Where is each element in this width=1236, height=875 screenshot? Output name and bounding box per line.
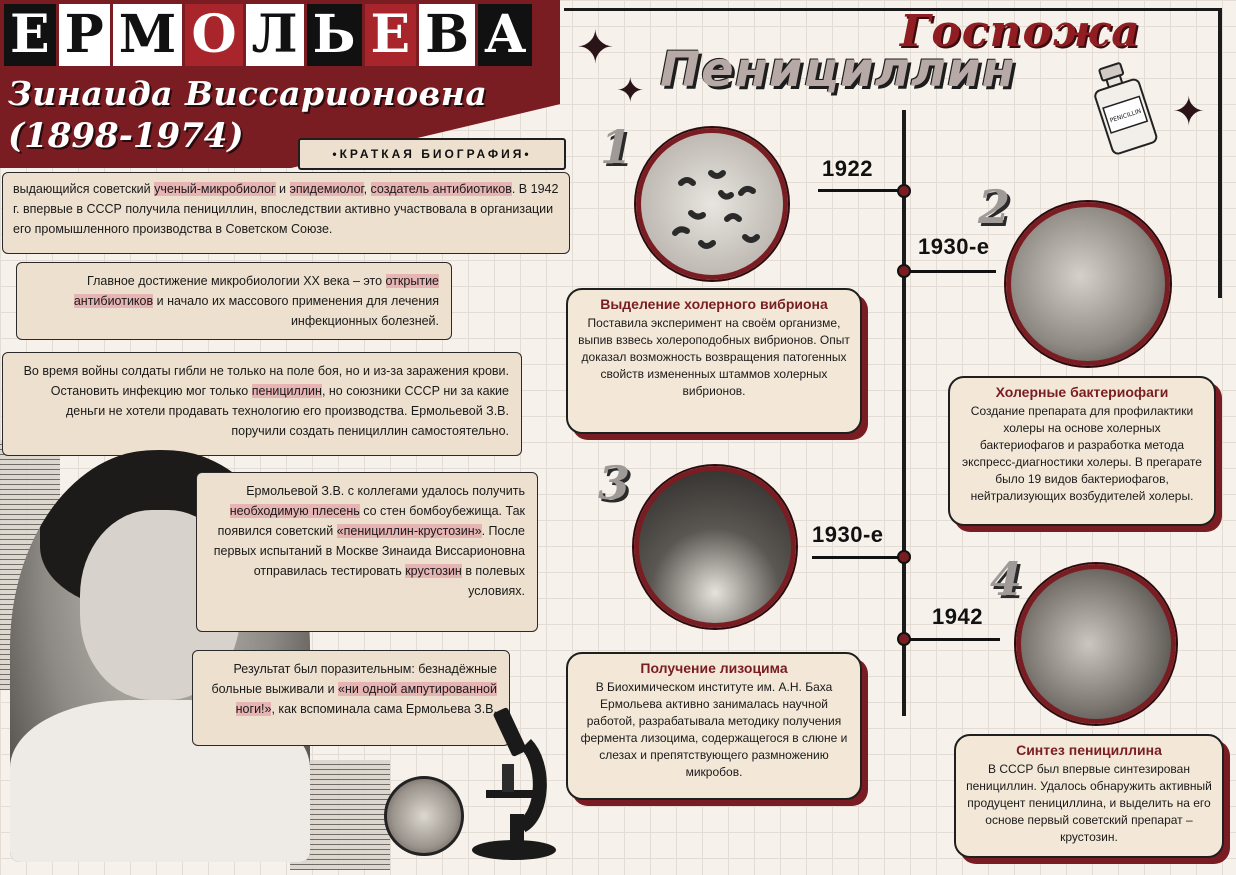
text-fragment: и начало их массового применения для лечения инфекционных болезней. (153, 294, 439, 328)
highlighted-text: эпидемиолог (289, 182, 364, 196)
subtitle-top: Госпожа (900, 6, 1141, 57)
timeline-bar (906, 638, 1000, 641)
text-fragment: выдающийся советский (13, 182, 155, 196)
timeline-card-text: Создание препарата для профилактики холеры на основе холерных бактериофагов и разработка метода экспресс-диагностики холеры. В прегарате было 19 видов бактериофагов, нейтрализующих возбудителей холеры. (962, 404, 1202, 504)
timeline-card (566, 652, 862, 800)
timeline-bar (812, 556, 902, 559)
timeline-year: 1930-е (918, 234, 990, 259)
text-fragment: со стен бомбоубежища. Так появился советский (217, 504, 525, 538)
timeline-number: 2 (978, 180, 1011, 234)
text-fragment: . В 1942 г. впервые в СССР получила пенициллин, впоследствии активно участвовала в организации его промышленного производства в Советском Союзе. (13, 182, 559, 236)
timeline-card-title: Синтез пенициллина (1016, 742, 1162, 758)
timeline-card (954, 734, 1224, 858)
petri-dish-photo (384, 776, 464, 856)
colleagues-photo (1016, 564, 1176, 724)
surname-letter: О (185, 4, 242, 66)
bio-label: •КРАТКАЯ БИОГРАФИЯ• (298, 138, 566, 170)
blackboard-photo (634, 466, 796, 628)
timeline-year: 1942 (932, 604, 983, 629)
highlighted-text: крустозин (405, 564, 462, 578)
mold-card (196, 472, 538, 632)
timeline-card-text: Поставила эксперимент на своём организме, выпив взвесь холероподобных вибрионов. Опыт доказал возможность возвращения патогенных свойств измененных штаммов холерных вибрионов. (578, 316, 850, 399)
highlighted-text: «пенициллин-крустозин» (336, 524, 482, 538)
surname-letter: Л (246, 4, 304, 66)
war-card (2, 352, 522, 456)
surname (4, 4, 532, 70)
highlighted-text: открытие антибиотиков (73, 274, 439, 308)
timeline-year: 1922 (822, 156, 873, 181)
timeline-number: 3 (598, 456, 631, 510)
text-fragment: , (363, 182, 371, 196)
achievement-card (16, 262, 452, 340)
bacteria-illustration (641, 133, 788, 280)
subtitle-main: Пенициллин (660, 42, 1016, 98)
timeline-dot (897, 550, 911, 564)
text-fragment: в полевых условиях. (461, 564, 525, 598)
timeline-card-title: Выделение холерного вибриона (600, 296, 828, 312)
timeline-bar (906, 270, 996, 273)
text-fragment: Во время войны солдаты гибли не только на поле боя, но и из-за заражения крови. Остановить инфекцию мог только (23, 364, 509, 398)
text-fragment: и (275, 182, 290, 196)
highlighted-text: «ни одной ампутированной ноги!» (235, 682, 497, 716)
timeline-card-title: Холерные бактериофаги (995, 384, 1169, 400)
sparkle-icon: ✦ (616, 72, 645, 110)
timeline-card-text: В Биохимическом институте им. А.Н. Баха Ермольева активно занималась научной работой, разрабатывала методику получения фермента лизоцима, содержащегося в слюне и слезах и препятствующего размножению микробов. (580, 680, 848, 780)
timeline-card (566, 288, 862, 434)
text-fragment: , но союзники СССР ни за какие деньги не хотели продавать технологию его производства. Ермольевой З.В. поручили создать пенициллин самостоятельно. (65, 384, 509, 438)
surname-letter: А (478, 4, 532, 66)
highlighted-text: необходимую плесень (229, 504, 360, 518)
timeline-number: 1 (600, 120, 633, 174)
timeline-bar (818, 189, 902, 192)
timeline-number: 4 (990, 552, 1023, 606)
surname-letter: Ь (307, 4, 362, 66)
lab-photo (1006, 202, 1170, 366)
timeline-dot (897, 632, 911, 646)
result-card (192, 650, 510, 746)
surname-letter: М (113, 4, 183, 66)
text-fragment: , как вспоминала сама Ермольева З.В. (271, 702, 497, 716)
sparkle-icon: ✦ (1172, 90, 1206, 134)
life-years: (1898-1974) (8, 116, 244, 156)
text-fragment: . После первых испытаний в Москве Зинаида Виссарионовна отправилась тестировать (213, 524, 525, 578)
timeline-line (902, 110, 906, 716)
timeline-card (948, 376, 1216, 526)
text-fragment: Ермольевой З.В. с коллегами удалось получить (246, 484, 525, 498)
surname-letter: Е (4, 4, 56, 66)
microscope-icon (466, 704, 562, 864)
text-fragment: Результат был поразительным: безнадёжные больные выживали и (211, 662, 497, 696)
timeline-dot (897, 184, 911, 198)
timeline-card-title: Получение лизоцима (640, 660, 788, 676)
vial-label: PENICILLIN (1109, 107, 1143, 125)
highlighted-text: ученый-микробиолог (154, 182, 276, 196)
bio-card (2, 172, 570, 254)
highlighted-text: создатель антибиотиков (370, 182, 512, 196)
surname-letter: Е (365, 4, 417, 66)
vial-icon (1081, 55, 1165, 160)
surname-letter: Р (59, 4, 110, 66)
timeline-dot (897, 264, 911, 278)
surname-letter: В (419, 4, 475, 66)
text-fragment: Главное достижение микробиологии XX века – это (87, 274, 386, 288)
timeline-year: 1930-е (812, 522, 884, 547)
sparkle-icon: ✦ (576, 21, 615, 73)
full-name: Зинаида Виссарионовна (8, 74, 488, 113)
highlighted-text: пенициллин (251, 384, 322, 398)
vibrio-photo (636, 128, 788, 280)
frame-right-line (1218, 8, 1222, 298)
timeline-card-text: В СССР был впервые синтезирован пенициллин. Удалось обнаружить активный продуцент пенициллина, и выделить на его основе первый советский препарат – крустозин. (966, 762, 1212, 845)
